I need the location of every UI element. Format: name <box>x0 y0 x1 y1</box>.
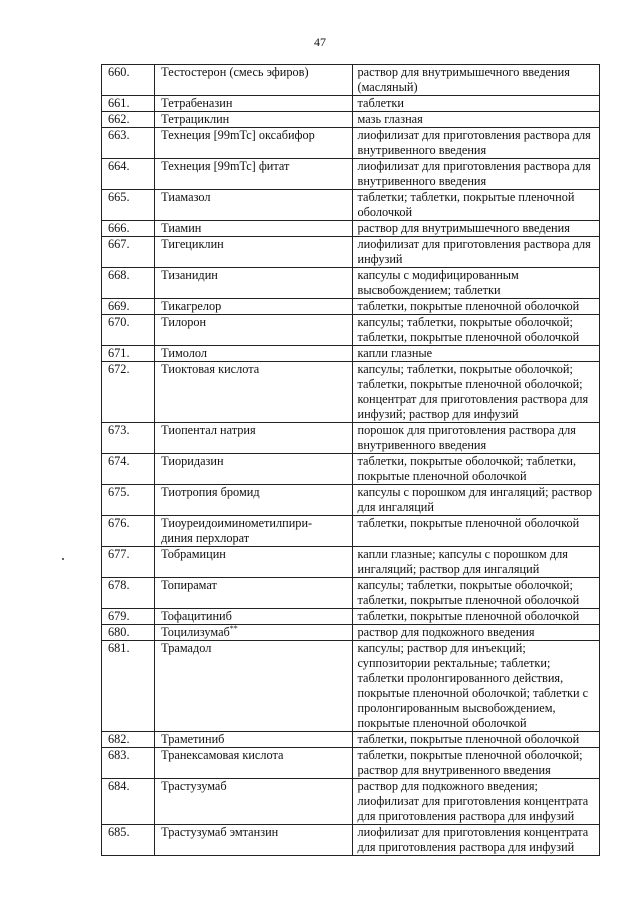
dosage-form: капли глазные; капсулы с порошком для ингаляций; раствор для ингаляций <box>357 547 568 576</box>
row-number: 671. <box>102 346 155 362</box>
row-number: 670. <box>102 315 155 346</box>
table-row <box>102 159 600 190</box>
drug-name-cell <box>155 159 352 190</box>
drug-name-cell <box>155 485 352 516</box>
drug-name: Трамадол <box>161 641 212 655</box>
table-row <box>102 362 600 423</box>
row-number: 664. <box>102 159 155 190</box>
table-row <box>102 779 600 825</box>
drug-name-cell <box>155 748 352 779</box>
dosage-form: таблетки, покрытые пленочной оболочкой <box>357 516 580 530</box>
table-row <box>102 237 600 268</box>
dosage-form: таблетки; таблетки, покрытые пленочной оболочкой <box>357 190 575 219</box>
drug-name: Тигециклин <box>161 237 224 251</box>
row-number: 663. <box>102 128 155 159</box>
row-number: 677. <box>102 547 155 578</box>
row-number: 682. <box>102 732 155 748</box>
drug-name-cell <box>155 128 352 159</box>
dosage-form-cell <box>352 625 599 641</box>
dosage-form: таблетки, покрытые пленочной оболочкой <box>357 299 580 313</box>
row-number: 679. <box>102 609 155 625</box>
table-row <box>102 96 600 112</box>
drug-name: Тобрамицин <box>161 547 226 561</box>
dosage-form-cell <box>352 454 599 485</box>
dosage-form: лиофилизат для приготовления раствора для внутривенного введения <box>357 128 591 157</box>
drug-name: Тимолол <box>161 346 207 360</box>
row-number: 662. <box>102 112 155 128</box>
drug-name: Тиоуреидоиминометилпири- диния перхлорат <box>161 516 313 545</box>
table-row <box>102 299 600 315</box>
dosage-form-cell <box>352 732 599 748</box>
drug-name-cell <box>155 221 352 237</box>
dosage-form: таблетки <box>357 96 404 110</box>
drug-name: Тилорон <box>161 315 207 329</box>
drug-name: Трастузумаб <box>161 779 227 793</box>
drug-name-cell <box>155 732 352 748</box>
drug-name: Тикагрелор <box>161 299 222 313</box>
row-number: 685. <box>102 825 155 856</box>
row-number: 674. <box>102 454 155 485</box>
dosage-form-cell <box>352 516 599 547</box>
drug-name-cell <box>155 65 352 96</box>
row-number: 684. <box>102 779 155 825</box>
dosage-form: капли глазные <box>357 346 433 360</box>
dosage-form-cell <box>352 485 599 516</box>
drug-name-cell <box>155 112 352 128</box>
drug-name: Трастузумаб эмтанзин <box>161 825 279 839</box>
table-row <box>102 128 600 159</box>
dosage-form-cell <box>352 112 599 128</box>
dosage-form: таблетки, покрытые пленочной оболочкой <box>357 609 580 623</box>
drug-name: Траметиниб <box>161 732 225 746</box>
dosage-form-cell <box>352 190 599 221</box>
table-row <box>102 547 600 578</box>
row-number: 665. <box>102 190 155 221</box>
row-number: 666. <box>102 221 155 237</box>
dosage-form-cell <box>352 641 599 732</box>
dosage-form: таблетки, покрытые оболочкой; таблетки, покрытые пленочной оболочкой <box>357 454 577 483</box>
drug-name-cell <box>155 578 352 609</box>
dosage-form: раствор для внутримышечного введения <box>357 221 570 235</box>
drug-name-cell <box>155 315 352 346</box>
row-number: 661. <box>102 96 155 112</box>
dosage-form-cell <box>352 315 599 346</box>
table-row <box>102 732 600 748</box>
dosage-form-cell <box>352 609 599 625</box>
row-number: 678. <box>102 578 155 609</box>
drug-name-cell <box>155 423 352 454</box>
dosage-form: капсулы с порошком для ингаляций; раствор для ингаляций <box>357 485 593 514</box>
row-number: 667. <box>102 237 155 268</box>
drug-name-cell <box>155 237 352 268</box>
dosage-form: раствор для подкожного введения <box>357 625 535 639</box>
dosage-form: лиофилизат для приготовления раствора для внутривенного введения <box>357 159 591 188</box>
dosage-form: мазь глазная <box>357 112 423 126</box>
table-row <box>102 625 600 641</box>
drug-name-cell <box>155 268 352 299</box>
row-number: 669. <box>102 299 155 315</box>
table-row <box>102 485 600 516</box>
drug-name-cell <box>155 625 352 641</box>
drug-name-cell <box>155 190 352 221</box>
drug-name: Тетрациклин <box>161 112 230 126</box>
row-number: 673. <box>102 423 155 454</box>
table-row <box>102 641 600 732</box>
dosage-form: лиофилизат для приготовления раствора для инфузий <box>357 237 591 266</box>
drug-name: Тиотропия бромид <box>161 485 260 499</box>
drug-name: Технеция [99mTc] оксабифор <box>161 128 315 142</box>
dosage-form-cell <box>352 65 599 96</box>
dosage-form: таблетки, покрытые пленочной оболочкой; раствор для внутривенного введения <box>357 748 583 777</box>
table-row <box>102 268 600 299</box>
table-row <box>102 112 600 128</box>
row-number: 681. <box>102 641 155 732</box>
dosage-form-cell <box>352 159 599 190</box>
dosage-form: таблетки, покрытые пленочной оболочкой <box>357 732 580 746</box>
dosage-form-cell <box>352 547 599 578</box>
dosage-form: раствор для внутримышечного введения (масляный) <box>357 65 570 94</box>
page-number: 47 <box>314 35 326 49</box>
dosage-form-cell <box>352 748 599 779</box>
dosage-form: капсулы; раствор для инъекций; суппозитории ректальные; таблетки; таблетки пролонгированного действия, покрытые пленочной оболочкой; таблетки с пролонгированным высвобождением, покрытые пленочной оболочкой <box>357 641 589 730</box>
dosage-form-cell <box>352 346 599 362</box>
drug-name: Тиамазол <box>161 190 211 204</box>
table-row <box>102 516 600 547</box>
drug-name-cell <box>155 641 352 732</box>
drug-name: Тетрабеназин <box>161 96 233 110</box>
row-number: 683. <box>102 748 155 779</box>
dosage-form: капсулы с модифицированным высвобождением; таблетки <box>357 268 519 297</box>
drug-name: Топирамат <box>161 578 217 592</box>
scan-mark <box>62 558 64 560</box>
dosage-form-cell <box>352 779 599 825</box>
dosage-form-cell <box>352 825 599 856</box>
dosage-form: капсулы; таблетки, покрытые оболочкой; таблетки, покрытые пленочной оболочкой <box>357 578 580 607</box>
drug-name-cell <box>155 454 352 485</box>
dosage-form-cell <box>352 578 599 609</box>
dosage-form: капсулы; таблетки, покрытые оболочкой; таблетки, покрытые пленочной оболочкой; концентрат для приготовления раствора для инфузий; раствор для инфузий <box>357 362 589 421</box>
row-number: 675. <box>102 485 155 516</box>
table-row <box>102 454 600 485</box>
table-row <box>102 825 600 856</box>
drug-name: Тестостерон (смесь эфиров) <box>161 65 309 79</box>
dosage-form-cell <box>352 221 599 237</box>
drug-name-cell <box>155 96 352 112</box>
drug-name: Тизанидин <box>161 268 218 282</box>
drug-name-cell <box>155 825 352 856</box>
drug-name-cell <box>155 362 352 423</box>
row-number: 672. <box>102 362 155 423</box>
row-number: 680. <box>102 625 155 641</box>
drug-name-cell <box>155 779 352 825</box>
drug-name: Тиамин <box>161 221 202 235</box>
drug-name: Технеция [99mTc] фитат <box>161 159 290 173</box>
drug-name-cell <box>155 516 352 547</box>
dosage-form-cell <box>352 128 599 159</box>
dosage-form: лиофилизат для приготовления концентрата для приготовления раствора для инфузий <box>357 825 589 854</box>
table-row <box>102 578 600 609</box>
dosage-form-cell <box>352 423 599 454</box>
dosage-form: капсулы; таблетки, покрытые оболочкой; таблетки, покрытые пленочной оболочкой <box>357 315 580 344</box>
table-row <box>102 346 600 362</box>
table-row <box>102 609 600 625</box>
drug-name-cell <box>155 547 352 578</box>
drug-name-cell <box>155 299 352 315</box>
dosage-form: раствор для подкожного введения; лиофилизат для приготовления концентрата для приготовления раствора для инфузий <box>357 779 589 823</box>
row-number: 676. <box>102 516 155 547</box>
drug-name-cell <box>155 346 352 362</box>
drug-name: Транексамовая кислота <box>161 748 284 762</box>
drug-name: Тиоридазин <box>161 454 224 468</box>
dosage-form-cell <box>352 299 599 315</box>
dosage-form: порошок для приготовления раствора для внутривенного введения <box>357 423 576 452</box>
footnote-mark: ** <box>229 623 238 633</box>
drug-name: Тоцилизумаб <box>161 625 230 639</box>
dosage-form-cell <box>352 237 599 268</box>
drug-name: Тиопентал натрия <box>161 423 256 437</box>
drug-table-body <box>102 65 600 856</box>
dosage-form-cell <box>352 96 599 112</box>
table-row <box>102 423 600 454</box>
row-number: 668. <box>102 268 155 299</box>
dosage-form-cell <box>352 268 599 299</box>
drug-table <box>101 64 600 856</box>
table-row <box>102 65 600 96</box>
drug-name: Тофацитиниб <box>161 609 232 623</box>
table-row <box>102 748 600 779</box>
row-number: 660. <box>102 65 155 96</box>
drug-name: Тиоктовая кислота <box>161 362 260 376</box>
table-row <box>102 221 600 237</box>
table-row <box>102 315 600 346</box>
drug-name-cell <box>155 609 352 625</box>
dosage-form-cell <box>352 362 599 423</box>
table-row <box>102 190 600 221</box>
